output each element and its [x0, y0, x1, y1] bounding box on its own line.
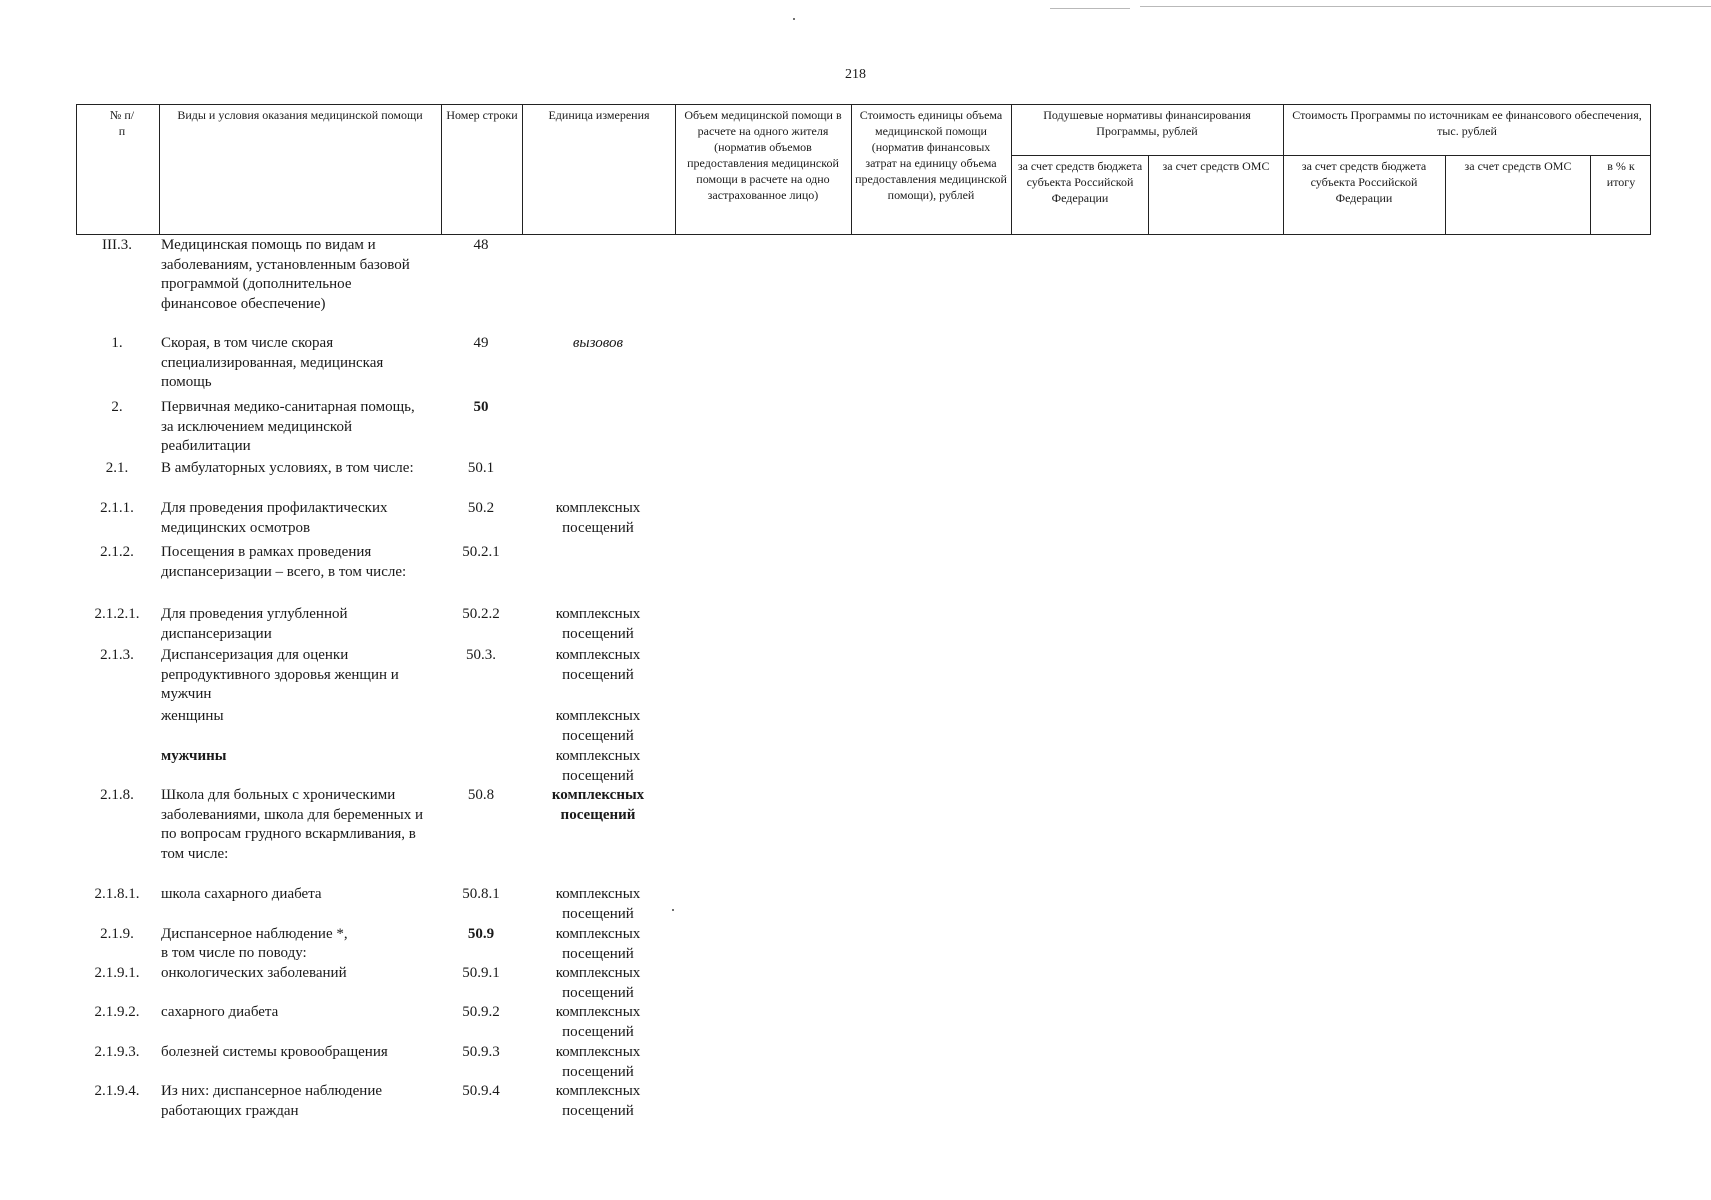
row-code: 50.2.2	[462, 606, 500, 622]
row-number: 2.1.	[105, 460, 129, 476]
header-percapita-budget: за счет средств бюджета субъекта Российской Федерации	[1017, 159, 1143, 205]
row-unit: комплексных посещений	[555, 500, 641, 536]
row-description: Для проведения углубленной диспансеризации	[161, 606, 348, 642]
row-unit: комплексных посещений	[555, 708, 641, 744]
row-unit: комплексных посещений	[555, 1083, 641, 1119]
row-unit: комплексных посещений	[555, 1044, 641, 1080]
row-description: сахарного диабета	[161, 1004, 279, 1020]
row-code: 50.3.	[466, 647, 496, 663]
header-percapita-oms: за счет средств ОМС	[1162, 159, 1270, 173]
table-header	[76, 104, 1651, 235]
header-unit-cost: Стоимость единицы объема медицинской помощи (норматив финансовых затрат на единицу объема предоставления медицинской помощи), рублей	[855, 108, 1007, 202]
row-number: 2.1.1.	[100, 500, 134, 516]
header-row-number: Номер строки	[446, 108, 518, 122]
row-number: 2.1.9.1.	[94, 965, 140, 981]
row-code: 50.8.1	[462, 886, 500, 902]
header-unit: Единица измерения	[548, 108, 650, 122]
row-description: Первичная медико-санитарная помощь, за исключением медицинской реабилитации	[161, 399, 415, 454]
header-cost-group: Стоимость Программы по источникам ее финансового обеспечения, тыс. рублей	[1292, 108, 1642, 138]
row-code: 50.8	[467, 787, 495, 803]
header-cost-budget: за счет средств бюджета субъекта Российской Федерации	[1301, 159, 1427, 205]
row-number: 2.1.2.1.	[94, 606, 140, 622]
row-description: женщины	[161, 708, 224, 724]
row-number: 2.1.9.	[100, 926, 134, 942]
row-unit: комплексных посещений	[555, 647, 641, 683]
row-code: 50.9.1	[462, 965, 500, 981]
row-number: 2.1.9.4.	[94, 1083, 140, 1099]
header-cost-percent: в % к итогу	[1606, 159, 1636, 189]
row-description: мужчины	[161, 748, 227, 764]
row-number: 2.	[111, 399, 123, 415]
header-type: Виды и условия оказания медицинской помощи	[177, 108, 423, 122]
row-unit: комплексных посещений	[555, 1004, 641, 1040]
row-number: III.3.	[102, 237, 132, 253]
row-code: 48	[473, 237, 489, 253]
row-code: 50.9.3	[462, 1044, 500, 1060]
page-number: 218	[845, 67, 866, 82]
header-percapita-group: Подушевые нормативы финансирования Программы, рублей	[1043, 108, 1251, 138]
row-description: Из них: диспансерное наблюдение работающих граждан	[161, 1083, 383, 1119]
row-unit: вызовов	[572, 335, 624, 351]
scan-speck	[672, 909, 674, 911]
header-cost-oms: за счет средств ОМС	[1464, 159, 1572, 173]
row-description: Школа для больных с хроническими заболеваниями, школа для беременных и по вопросам грудного вскармливания, в том числе:	[161, 787, 424, 862]
row-description: школа сахарного диабета	[161, 886, 322, 902]
row-number: 2.1.8.	[100, 787, 134, 803]
row-unit: комплексных посещений	[555, 606, 641, 642]
header-volume: Объем медицинской помощи в расчете на одного жителя (норматив объемов предоставления медицинской помощи в расчете на одно застрахованное лицо)	[684, 108, 842, 202]
row-code: 50.9.4	[462, 1083, 500, 1099]
row-code: 50.1	[467, 460, 495, 476]
row-unit: комплексных посещений	[551, 787, 645, 823]
row-number: 2.1.3.	[100, 647, 134, 663]
scan-artifact-top-right	[1140, 6, 1711, 7]
row-number: 2.1.2.	[100, 544, 134, 560]
row-description: В амбулаторных условиях, в том числе:	[161, 460, 414, 476]
row-number: 1.	[111, 335, 123, 351]
row-unit: комплексных посещений	[555, 965, 641, 1001]
row-code: 50.9.2	[462, 1004, 500, 1020]
row-unit: комплексных посещений	[555, 886, 641, 922]
row-description: Скорая, в том числе скорая специализированная, медицинская помощь	[161, 335, 384, 390]
row-code: 50.9	[467, 926, 495, 942]
row-code: 49	[473, 335, 489, 351]
row-description: Медицинская помощь по видам и заболеваниям, установленным базовой программой (дополнительное финансовое обеспечение)	[161, 237, 410, 312]
scan-speck	[793, 18, 795, 20]
row-description-continued: в том числе по поводу:	[161, 945, 307, 961]
row-description: Посещения в рамках проведения диспансеризации – всего, в том числе:	[161, 544, 407, 580]
row-description: Диспансеризация для оценки репродуктивного здоровья женщин и мужчин	[161, 647, 399, 702]
header-num: № п/п	[109, 108, 135, 138]
scan-artifact-top-right-short	[1050, 8, 1130, 9]
row-code: 50	[473, 399, 489, 415]
row-number: 2.1.9.2.	[94, 1004, 140, 1020]
row-number: 2.1.9.3.	[94, 1044, 140, 1060]
row-number: 2.1.8.1.	[94, 886, 140, 902]
row-description: Диспансерное наблюдение *,	[161, 926, 348, 942]
row-unit: комплексных посещений	[555, 748, 641, 784]
row-description: онкологических заболеваний	[161, 965, 347, 981]
row-unit: комплексных посещений	[555, 926, 641, 962]
row-code: 50.2	[467, 500, 495, 516]
row-code: 50.2.1	[462, 544, 500, 560]
row-description: болезней системы кровообращения	[161, 1044, 388, 1060]
row-description: Для проведения профилактических медицинских осмотров	[161, 500, 388, 536]
